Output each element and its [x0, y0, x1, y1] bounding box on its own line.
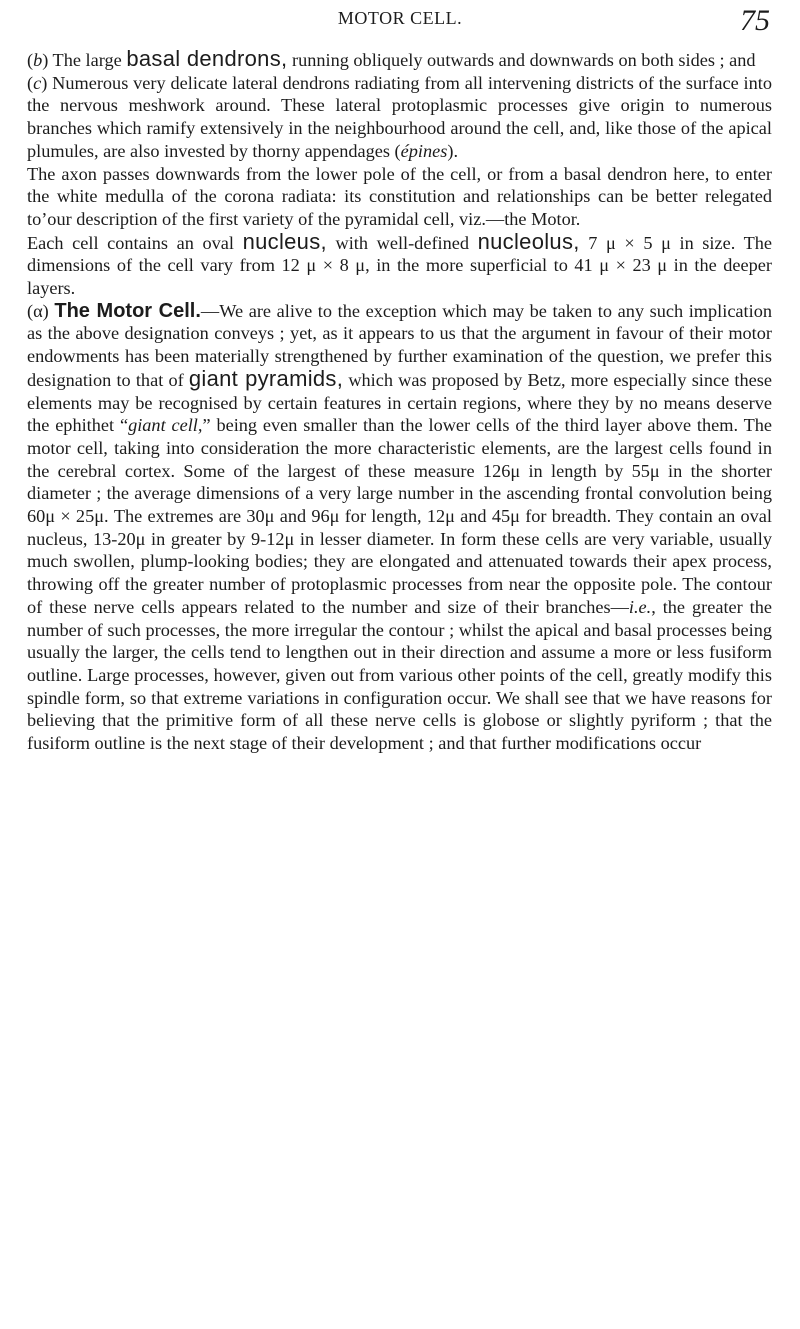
- text-segment: giant pyramids,: [188, 365, 344, 391]
- text-segment: ) Numerous very delicate lateral dendrons radiating from all intervening districts of the surface into the nervous meshwork around. These lateral protoplasmic processes give origin to numerous branches which ramify extensively in the neighbourhood around the cell, and, like those of the apical plumules, are also invested by thorny appendages (: [27, 72, 772, 161]
- text-segment: running obliquely outwards and downwards on both sides ; and: [287, 50, 756, 70]
- text-segment: (: [27, 72, 34, 93]
- running-title: MOTOR CELL.: [337, 8, 463, 28]
- text-segment: ) The large: [42, 50, 127, 70]
- text-segment: ” being even smaller than the lower cells of the third layer above them. The motor cell, taking into consideration the more characteristic elements, are the largest cells found in the cerebral cortex. Some of the largest of these measure 126μ in length by 55μ in the shorter diameter ; the average dimensions of a very large number in the ascending frontal convolution being 60μ × 25μ. The extremes are 30μ and 96μ for length, 12μ and 45μ for breadth. They contain an oval nucleus, 13-20μ in greater by 9-12μ in lesser diameter. In form these cells are very variable, usually much swollen, plump-looking bodies; they are elongated and attenuated towards their apex process, throwing off the greater number of protoplasmic processes from near the opposite pole. The contour of these nerve cells appears related to the number and size of their branches—: [27, 415, 772, 617]
- text-segment: , the greater the number of such processes, the more irregular the contour ; whilst the apical and basal processes being usually the larger, the cells tend to lengthen out in their direction and assume a more or less fusiform outline. Large processes, however, given out from various other points of the cell, greatly modify this spindle form, so that extreme variations in configuration occur. We shall see that we have reasons for believing that the primitive form of all these nerve cells is globose or slightly pyriform ; that the fusiform outline is the next stage of their development ; and that further modifications occur: [27, 596, 772, 754]
- text-segment: nucleus,: [242, 228, 327, 254]
- text-segment: which was proposed by Betz, more especially since these elements may be recognised by certain features in certain regions, where they by no means deserve the ephithet “: [27, 369, 772, 436]
- text-segment: nucleolus,: [477, 228, 580, 254]
- running-head: [0, 2, 800, 42]
- text-segment: c: [33, 72, 42, 93]
- page-number: 75: [740, 4, 770, 37]
- text-segment: b: [33, 50, 43, 70]
- paragraph-lateral-dendrons: [27, 72, 772, 163]
- text-segment: basal dendrons,: [126, 46, 288, 71]
- text-segment: —We are alive to the exception which may be taken to any such implication as the above designation conveys ; yet, as it appears to us that the argument in favour of their motor endowments has been materially strengthened by further examination of the question, we prefer this designation to that of: [27, 300, 772, 390]
- text-segment: épines: [400, 140, 448, 161]
- text-segment: i.e.: [628, 596, 652, 617]
- paragraph-motor-cell: [27, 300, 772, 755]
- text-segment: with well-defined: [326, 232, 478, 253]
- body-text: [27, 48, 772, 755]
- text-segment: giant cell,: [128, 415, 203, 436]
- text-segment: Each cell contains an oval: [27, 232, 243, 253]
- text-segment: The axon passes downwards from the lower pole of the cell, or from a basal dendron here, to enter the white medulla of the corona radiata: its constitution and relationships can be better relegated to’our description of the first variety of the pyramidal cell, viz.—the Motor.: [27, 163, 772, 229]
- text-segment: 7 μ × 5 μ in size. The dimensions of the cell vary from 12 μ × 8 μ, in the more superficial to 41 μ × 23 μ in the deeper layers.: [27, 232, 772, 299]
- text-segment: ).: [447, 140, 459, 161]
- paragraph-nucleus: [27, 228, 772, 300]
- text-segment: The Motor Cell.: [54, 299, 201, 322]
- text-segment: (: [27, 50, 34, 70]
- text-segment: (α): [27, 300, 55, 321]
- paragraph-axon: [27, 163, 772, 231]
- paragraph-basal-dendrons: [27, 48, 772, 72]
